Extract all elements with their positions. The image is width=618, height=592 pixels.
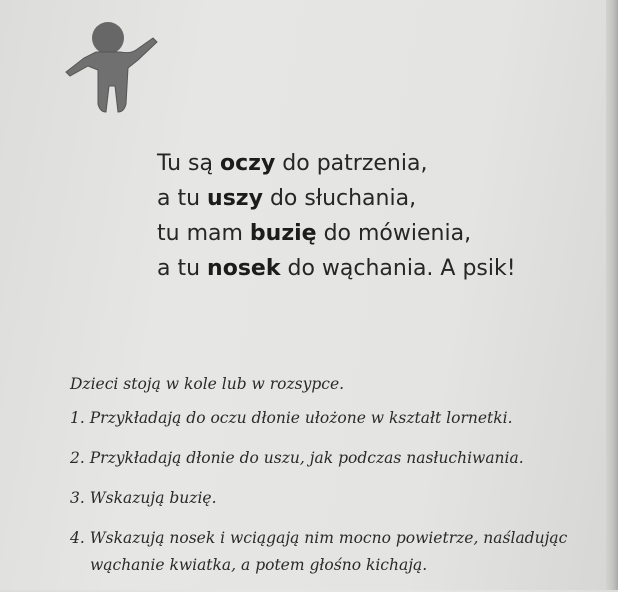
poem-line [157, 216, 577, 251]
step-text: Wskazują nosek i wciągają nim mocno powietrze, naśladując [89, 529, 568, 547]
poem-bold-word: nosek [207, 256, 281, 281]
instruction-step [70, 485, 610, 512]
step-number: 4. [70, 529, 85, 547]
poem-bold-word: oczy [219, 151, 276, 176]
poem-bold-word: buzię [249, 221, 317, 246]
poem-text: tu mam [157, 221, 250, 246]
instructions [70, 375, 610, 592]
step-text: Przykładają dłonie do uszu, jak podczas nasłuchiwania. [89, 449, 524, 467]
child-figure-illustration [58, 8, 168, 118]
step-number: 3. [70, 489, 85, 507]
instructions-intro: Dzieci stoją w kole lub w rozsypce. [70, 375, 345, 393]
poem [157, 146, 577, 286]
step-number: 1. [70, 409, 85, 427]
poem-text: do wąchania. A psik! [280, 256, 516, 281]
poem-line [157, 181, 577, 216]
poem-text: a tu [157, 186, 208, 211]
step-text: Przykładają do oczu dłonie ułożone w kształt lornetki. [89, 409, 513, 427]
poem-text: do słuchania, [262, 186, 417, 211]
instruction-step [70, 405, 610, 432]
step-text-continuation: wąchanie kwiatka, a potem głośno kichają. [90, 556, 428, 574]
step-text: Wskazują buzię. [89, 489, 217, 507]
poem-text: do mówienia, [316, 221, 472, 246]
poem-line [157, 146, 577, 181]
step-number: 2. [70, 449, 85, 467]
instruction-step [70, 525, 610, 579]
poem-bold-word: uszy [207, 186, 263, 211]
poem-text: do patrzenia, [275, 151, 428, 176]
poem-text: Tu są [157, 151, 220, 176]
poem-line [157, 251, 577, 286]
instruction-step [70, 445, 610, 472]
poem-text: a tu [157, 256, 208, 281]
